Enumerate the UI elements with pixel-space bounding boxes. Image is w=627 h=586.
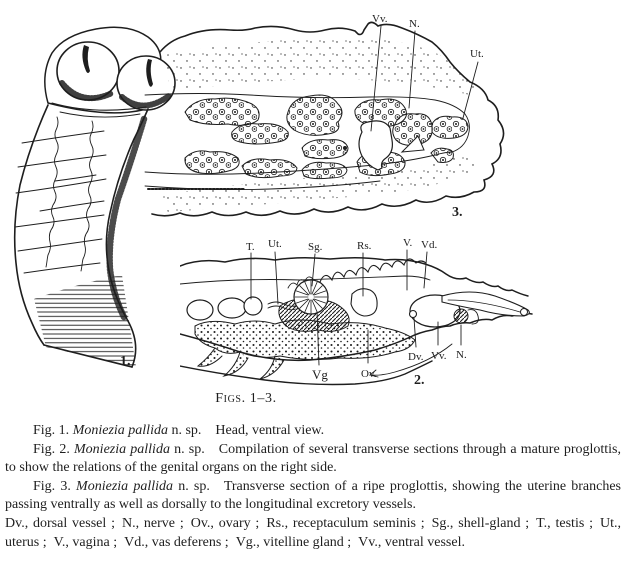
- proglottis-outlines: [180, 258, 532, 385]
- fig2-label-vg: Vg: [312, 367, 328, 382]
- fig2-label-n: N.: [456, 349, 467, 361]
- legend-abbreviations: Dv., dorsal vessel ; N., nerve ; Ov., ovary ; Rs., receptaculum seminis ; Sg., shell-gland ; T., testis ; Ut., uterus ; V., vagina ; Vd., vas deferens ; Vg., vitelline gland ; Vv., ventral vessel.: [5, 515, 621, 550]
- legend-fig1: [5, 422, 621, 441]
- fig2-label-dv: Dv.: [408, 351, 424, 363]
- figure-legend: [5, 422, 621, 552]
- fig2-section-drawing: [180, 226, 580, 391]
- fig3-label-ut: Ut.: [470, 48, 484, 60]
- fig3-label-vv: Vv.: [372, 13, 388, 25]
- fig2-label-rs: Rs.: [357, 240, 372, 252]
- legend-fig1-species: Moniezia pallida: [72, 423, 168, 438]
- dorsal-vessel: [410, 311, 417, 318]
- plate-caption: Figs. 1–3.: [215, 391, 277, 406]
- fig2-label-sg: Sg.: [308, 241, 323, 253]
- legend-fig3-label: Fig. 3.: [33, 478, 71, 494]
- fig2-label-vd: Vd.: [421, 239, 438, 251]
- fig3-label-n: N.: [409, 18, 420, 30]
- fig2-label-vv: Vv.: [431, 350, 447, 362]
- fig2-number: 2.: [414, 373, 425, 388]
- fig3-number: 3.: [452, 205, 463, 220]
- fig1-number: 1.: [120, 354, 131, 369]
- sucker-left: [57, 42, 119, 100]
- fig3-section-drawing: [140, 0, 515, 232]
- receptaculum-seminis: [351, 289, 377, 316]
- legend-fig2: [5, 441, 621, 478]
- legend-fig3-species: Moniezia pallida: [76, 478, 173, 494]
- fig2-label-v: V.: [403, 237, 413, 249]
- fig2-label-ut: Ut.: [268, 238, 282, 250]
- testes: [187, 297, 262, 320]
- fig2-label-ov: Ov.: [361, 368, 377, 380]
- legend-fig1-label: Fig. 1.: [33, 423, 70, 438]
- legend-fig3: [5, 478, 621, 515]
- legend-fig2-label: Fig. 2.: [33, 441, 70, 457]
- legend-fig2-species: Moniezia pallida: [74, 441, 170, 457]
- legend-fig3-desc: n. sp. Transverse section of a ripe proglottis, showing the uterine branches passing ventrally as well as dorsally to the longitudinal excretory vessels.: [5, 478, 621, 513]
- legend-fig1-desc: n. sp. Head, ventral view.: [171, 423, 325, 438]
- legend-fig2-desc: n. sp. Compilation of several transverse sections through a mature proglottis, to show the relations of the genital organs on the right side.: [5, 441, 621, 476]
- fig2-label-t: T.: [246, 241, 255, 253]
